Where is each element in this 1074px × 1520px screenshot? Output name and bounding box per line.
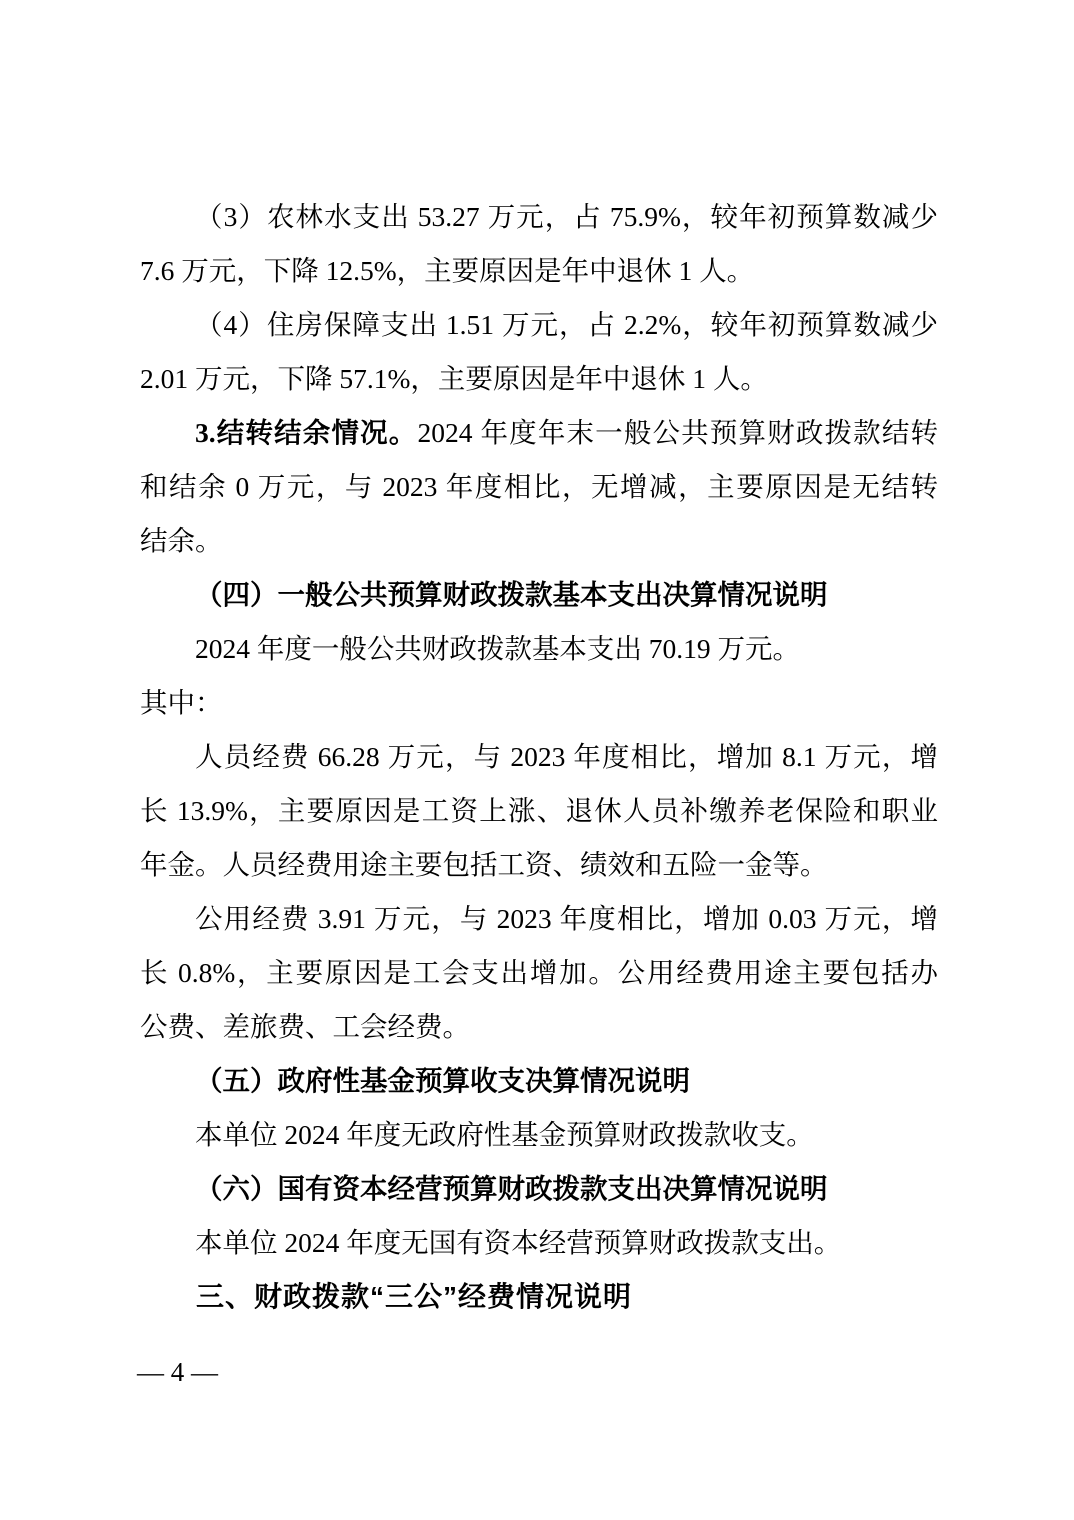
text-line — [140, 514, 938, 568]
text-line — [140, 1108, 938, 1162]
text-line — [140, 460, 938, 514]
body-text: 2.01 万元，下降 57.1%，主要原因是年中退休 1 人。 — [140, 363, 768, 394]
body-text: 长 13.9%，主要原因是工资上涨、退休人员补缴养老保险和职业 — [140, 795, 938, 826]
text-line — [140, 622, 938, 676]
text-line — [140, 244, 938, 298]
body-text: 人员经费 66.28 万元，与 2023 年度相比，增加 8.1 万元，增 — [195, 741, 938, 772]
text-line — [140, 784, 938, 838]
section-heading — [140, 1054, 938, 1108]
body-text: 公用经费 3.91 万元，与 2023 年度相比，增加 0.03 万元，增 — [195, 903, 938, 934]
page-footer — [137, 1352, 218, 1392]
emphasis-text: 三、财政拨款“三公”经费情况说明 — [196, 1281, 633, 1312]
section-heading-major — [140, 1270, 938, 1324]
body-text: 公费、差旅费、工会经费。 — [140, 1011, 470, 1042]
text-line — [140, 190, 938, 244]
body-text: 2024 年度一般公共财政拨款基本支出 70.19 万元。 — [195, 633, 800, 664]
text-line — [140, 298, 938, 352]
body-text: 年金。人员经费用途主要包括工资、绩效和五险一金等。 — [140, 849, 828, 880]
body-text: 2024 年度年末一般公共预算财政拨款结转 — [417, 417, 939, 448]
text-line — [140, 892, 938, 946]
body-text: 本单位 2024 年度无国有资本经营预算财政拨款支出。 — [195, 1227, 842, 1258]
emphasis-text: （五）政府性基金预算收支决算情况说明 — [195, 1065, 690, 1096]
body-text: （3）农林水支出 53.27 万元，占 75.9%，较年初预算数减少 — [195, 201, 938, 232]
page-number: — 4 — — [137, 1357, 218, 1387]
body-text: 结余。 — [140, 525, 223, 556]
body-text: 和结余 0 万元，与 2023 年度相比，无增减，主要原因是无结转 — [140, 471, 938, 502]
body-text: 长 0.8%，主要原因是工会支出增加。公用经费用途主要包括办 — [140, 957, 938, 988]
text-line — [140, 406, 938, 460]
text-line — [140, 1000, 938, 1054]
body-text: （4）住房保障支出 1.51 万元，占 2.2%，较年初预算数减少 — [195, 309, 938, 340]
body-text: 7.6 万元，下降 12.5%，主要原因是年中退休 1 人。 — [140, 255, 755, 286]
text-line — [140, 676, 938, 730]
body-text: 其中： — [140, 687, 223, 718]
section-heading — [140, 568, 938, 622]
body-text: 本单位 2024 年度无政府性基金预算财政拨款收支。 — [195, 1119, 814, 1150]
document-body — [140, 190, 938, 1324]
emphasis-text: （四）一般公共预算财政拨款基本支出决算情况说明 — [195, 579, 828, 610]
text-line — [140, 838, 938, 892]
section-heading — [140, 1162, 938, 1216]
emphasis-text: （六）国有资本经营预算财政拨款支出决算情况说明 — [195, 1173, 828, 1204]
emphasis-text: 3.结转结余情况。 — [195, 417, 418, 448]
text-line — [140, 946, 938, 1000]
text-line — [140, 730, 938, 784]
text-line — [140, 1216, 938, 1270]
text-line — [140, 352, 938, 406]
